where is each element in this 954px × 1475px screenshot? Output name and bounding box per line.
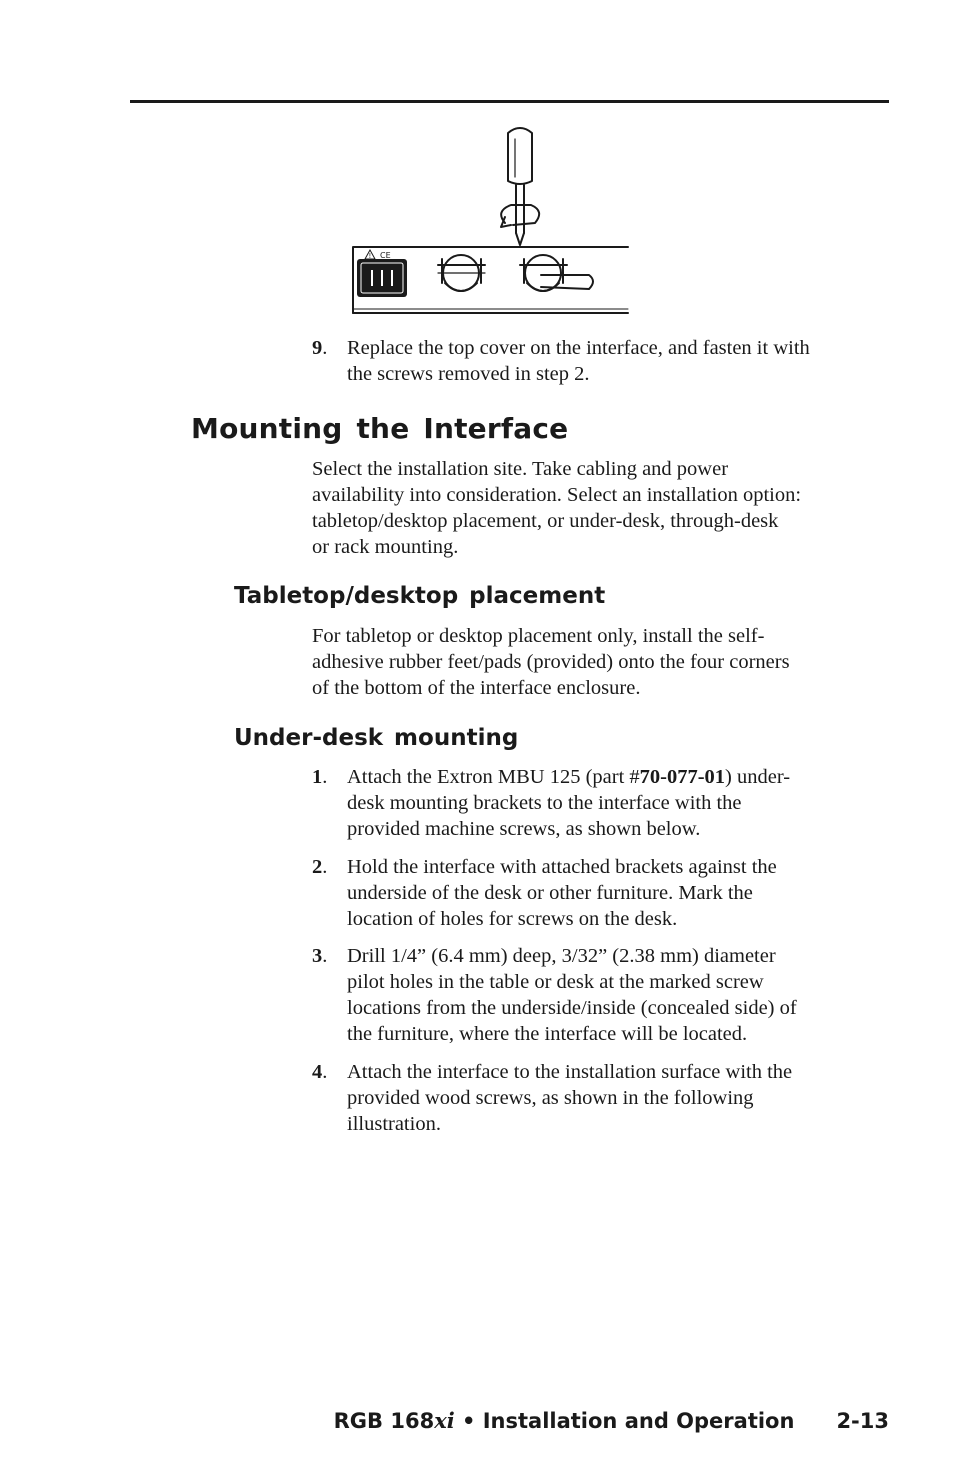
step-number: 1 <box>312 766 323 788</box>
step-number: 4 <box>312 1061 323 1083</box>
step-text-line: locations from the underside/inside (concealed side) of <box>347 997 797 1019</box>
step-number: 9 <box>312 337 323 359</box>
subheading-under-desk: Under-desk mounting <box>234 725 519 751</box>
subheading-tabletop: Tabletop/desktop placement <box>234 583 606 609</box>
step-text-line: illustration. <box>347 1113 441 1135</box>
step-text-line: location of holes for screws on the desk. <box>347 908 678 930</box>
step-text-line: Attach the interface to the installation surface with the <box>347 1061 793 1083</box>
section-heading-mounting: Mounting the Interface <box>191 412 569 445</box>
step-text-line: desk mounting brackets to the interface with the <box>347 792 742 814</box>
step-text-line: the screws removed in step 2. <box>347 363 590 385</box>
footer-product-suffix: xi <box>434 1408 455 1433</box>
step-text-line: Replace the top cover on the interface, and fasten it with <box>347 337 810 359</box>
step-text-line: Drill 1/4” (6.4 mm) deep, 3/32” (2.38 mm) diameter <box>347 945 776 967</box>
step-text-line: underside of the desk or other furniture. Mark the <box>347 882 753 904</box>
page-number: 2-13 <box>836 1409 889 1433</box>
step-text-line: Hold the interface with attached brackets against the <box>347 856 777 878</box>
tabletop-paragraph: For tabletop or desktop placement only, install the self- adhesive rubber feet/pads (provided) onto the four corners of the bottom of the interface enclosure. <box>312 625 790 699</box>
step-number: 2 <box>312 856 323 878</box>
step-text-line: the furniture, where the interface will be located. <box>347 1023 748 1045</box>
ce-mark: CE <box>380 251 391 260</box>
step-text-line: Attach the Extron MBU 125 (part #70-077-01) under- <box>347 766 791 788</box>
part-number: 70-077-01 <box>639 766 726 788</box>
warning-icon: ! <box>368 252 372 260</box>
step-text-line: pilot holes in the table or desk at the marked screw <box>347 971 764 993</box>
step-text-line: provided wood screws, as shown in the following <box>347 1087 754 1109</box>
mounting-intro-paragraph: Select the installation site. Take cabling and power availability into consideration. Select an installation option: tabletop/desktop placement, or under-desk, through-desk or rack mounting. <box>312 458 802 558</box>
footer-product: RGB 168 <box>333 1409 435 1433</box>
screwdriver-illustration <box>345 123 630 315</box>
top-rule <box>130 100 889 103</box>
page-footer <box>334 1405 889 1437</box>
step-number: 3 <box>312 945 323 967</box>
footer-section: • Installation and Operation <box>454 1409 795 1433</box>
step-text-line: provided machine screws, as shown below. <box>347 818 701 840</box>
